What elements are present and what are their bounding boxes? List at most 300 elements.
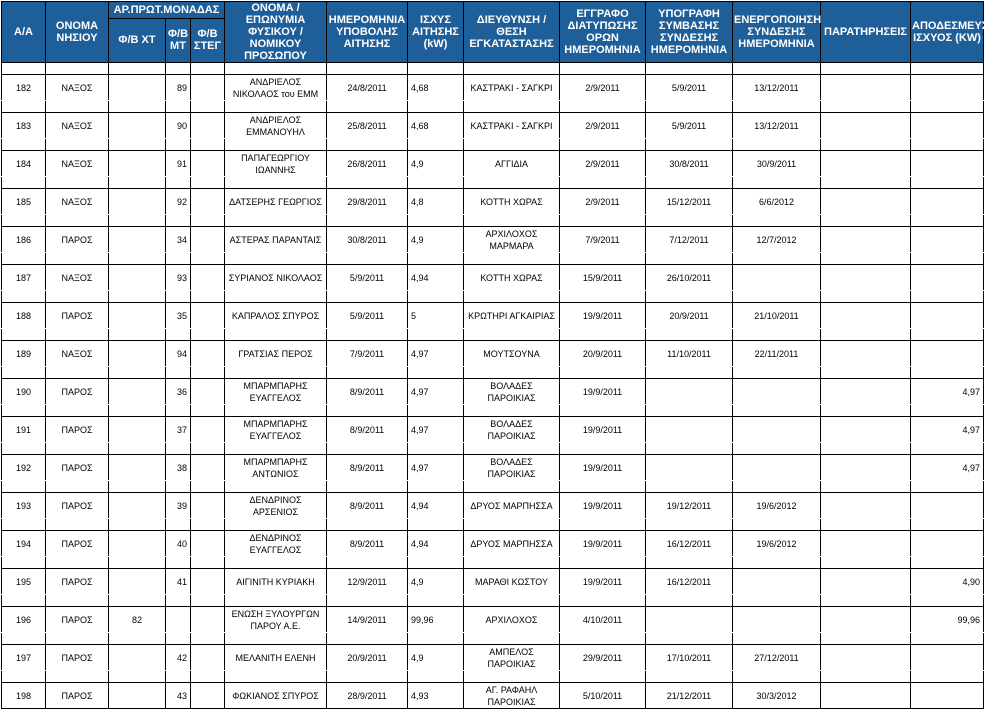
- cell-island: ΝΑΞΟΣ: [46, 189, 109, 215]
- spacer-cell: [2, 595, 46, 607]
- spacer-cell: [821, 443, 911, 455]
- spacer-cell: [464, 215, 560, 227]
- table-row: [2, 607, 984, 633]
- spacer-cell: [46, 329, 109, 341]
- cell-aa: 188: [2, 303, 46, 329]
- cell-island: ΠΑΡΟΣ: [46, 417, 109, 443]
- spacer-cell: [191, 215, 225, 227]
- cell-date-submit: 7/9/2011: [327, 341, 408, 367]
- cell-activation-date: 30/9/2011: [733, 151, 821, 177]
- spacer-cell: [109, 519, 166, 531]
- table-row: [2, 227, 984, 253]
- cell-notes: [821, 607, 911, 633]
- header-fb-xt: Φ/Β ΧΤ: [109, 18, 166, 62]
- spacer-cell: [327, 405, 408, 417]
- row-spacer: [2, 633, 984, 645]
- spacer-cell: [327, 443, 408, 455]
- cell-fb-steg: [191, 113, 225, 139]
- cell-aa: 197: [2, 645, 46, 671]
- cell-date-submit: 28/9/2011: [327, 683, 408, 709]
- cell-fb-mt: 39: [166, 493, 191, 519]
- cell-address: ΑΓΓΙΔΙΑ: [464, 151, 560, 177]
- spacer-cell: [46, 215, 109, 227]
- cell-address: ΑΜΠΕΛΟΣ ΠΑΡΟΙΚΙΑΣ: [464, 645, 560, 671]
- spacer-cell: [166, 101, 191, 113]
- spacer-cell: [191, 443, 225, 455]
- cell-name: ΜΠΑΡΜΠΑΡΗΣ ΕΥΑΓΓΕΛΟΣ: [225, 379, 327, 405]
- cell-power: 4,97: [408, 455, 464, 481]
- cell-bound-power: [911, 645, 984, 671]
- spacer-cell: [166, 63, 191, 75]
- cell-date-submit: 5/9/2011: [327, 265, 408, 291]
- cell-fb-steg: [191, 189, 225, 215]
- cell-address: ΚΡΩΤΗΡΙ ΑΓΚΑΙΡΙΑΣ: [464, 303, 560, 329]
- spacer-cell: [109, 367, 166, 379]
- cell-date-submit: 8/9/2011: [327, 531, 408, 557]
- cell-fb-steg: [191, 417, 225, 443]
- table-row: [2, 455, 984, 481]
- spacer-cell: [408, 329, 464, 341]
- header-terms-date: ΕΓΓΡΑΦΟ ΔΙΑΤΥΠΩΣΗΣ ΟΡΩΝ ΗΜΕΡΟΜΗΝΙΑ: [560, 2, 646, 63]
- cell-fb-mt: 37: [166, 417, 191, 443]
- spacer-cell: [646, 595, 733, 607]
- spacer-cell: [166, 519, 191, 531]
- cell-contract-date: 19/12/2011: [646, 493, 733, 519]
- spacer-cell: [646, 253, 733, 265]
- spacer-cell: [46, 443, 109, 455]
- spacer-cell: [911, 291, 984, 303]
- spacer-cell: [327, 253, 408, 265]
- cell-bound-power: 4,90: [911, 569, 984, 595]
- spacer-cell: [225, 671, 327, 683]
- cell-activation-date: [733, 265, 821, 291]
- spacer-cell: [191, 367, 225, 379]
- header-name: ΟΝΟΜΑ / ΕΠΩΝΥΜΙΑ ΦΥΣΙΚΟΥ / ΝΟΜΙΚΟΥ ΠΡΟΣΩΠΟΥ: [225, 2, 327, 63]
- spacer-cell: [191, 291, 225, 303]
- cell-fb-xt: [109, 303, 166, 329]
- cell-island: ΠΑΡΟΣ: [46, 227, 109, 253]
- spacer-cell: [821, 557, 911, 569]
- spacer-cell: [464, 101, 560, 113]
- row-spacer: [2, 367, 984, 379]
- cell-activation-date: [733, 417, 821, 443]
- cell-terms-date: 29/9/2011: [560, 645, 646, 671]
- cell-fb-xt: [109, 645, 166, 671]
- cell-bound-power: 4,97: [911, 379, 984, 405]
- spacer-cell: [408, 633, 464, 645]
- cell-contract-date: 30/8/2011: [646, 151, 733, 177]
- cell-fb-xt: [109, 341, 166, 367]
- cell-contract-date: 15/12/2011: [646, 189, 733, 215]
- spacer-cell: [225, 63, 327, 75]
- spacer-cell: [821, 519, 911, 531]
- spacer-cell: [46, 481, 109, 493]
- spacer-cell: [464, 253, 560, 265]
- cell-contract-date: [646, 417, 733, 443]
- applications-table: [1, 1, 996, 709]
- cell-date-submit: 12/9/2011: [327, 569, 408, 595]
- spacer-cell: [327, 595, 408, 607]
- table-row: [2, 113, 984, 139]
- cell-date-submit: 20/9/2011: [327, 645, 408, 671]
- spacer-cell: [225, 595, 327, 607]
- spacer-cell: [911, 139, 984, 151]
- cell-contract-date: 5/9/2011: [646, 75, 733, 101]
- spacer-cell: [191, 63, 225, 75]
- spacer-cell: [464, 139, 560, 151]
- spacer-cell: [109, 177, 166, 189]
- cell-notes: [821, 303, 911, 329]
- spacer-cell: [646, 481, 733, 493]
- spacer-cell: [821, 481, 911, 493]
- cell-notes: [821, 493, 911, 519]
- table-row: [2, 265, 984, 291]
- spacer-cell: [191, 405, 225, 417]
- spacer-cell: [46, 633, 109, 645]
- cell-fb-xt: [109, 455, 166, 481]
- cell-address: ΑΓ. ΡΑΦΑΗΛ ΠΑΡΟΙΚΙΑΣ: [464, 683, 560, 709]
- spacer-cell: [646, 215, 733, 227]
- cell-fb-mt: 94: [166, 341, 191, 367]
- cell-power: 4,9: [408, 569, 464, 595]
- cell-aa: 183: [2, 113, 46, 139]
- spacer-cell: [911, 633, 984, 645]
- cell-island: ΝΑΞΟΣ: [46, 113, 109, 139]
- spacer-cell: [327, 671, 408, 683]
- cell-terms-date: 19/9/2011: [560, 379, 646, 405]
- cell-address: ΚΟΤΤΗ ΧΩΡΑΣ: [464, 189, 560, 215]
- spacer-cell: [327, 291, 408, 303]
- row-spacer: [2, 443, 984, 455]
- spacer-cell: [327, 519, 408, 531]
- spacer-cell: [46, 367, 109, 379]
- spacer-cell: [821, 63, 911, 75]
- spacer-cell: [464, 671, 560, 683]
- cell-fb-mt: 38: [166, 455, 191, 481]
- spacer-cell: [166, 671, 191, 683]
- spacer-cell: [464, 177, 560, 189]
- spacer-cell: [109, 63, 166, 75]
- spacer-cell: [646, 63, 733, 75]
- spacer-cell: [821, 139, 911, 151]
- spacer-cell: [2, 443, 46, 455]
- cell-contract-date: [646, 455, 733, 481]
- spacer-cell: [109, 291, 166, 303]
- table-row: [2, 645, 984, 671]
- cell-name: ΜΠΑΡΜΠΑΡΗΣ ΑΝΤΩΝΙΟΣ: [225, 455, 327, 481]
- spacer-cell: [821, 405, 911, 417]
- cell-power: 4,94: [408, 493, 464, 519]
- cell-fb-xt: [109, 75, 166, 101]
- cell-bound-power: [911, 265, 984, 291]
- cell-notes: [821, 341, 911, 367]
- spacer-cell: [191, 329, 225, 341]
- spacer-cell: [46, 139, 109, 151]
- spacer-cell: [2, 101, 46, 113]
- spacer-cell: [733, 253, 821, 265]
- cell-contract-date: 11/10/2011: [646, 341, 733, 367]
- row-spacer: [2, 101, 984, 113]
- spacer-cell: [2, 481, 46, 493]
- cell-address: ΔΡΥΟΣ ΜΑΡΠΗΣΣΑ: [464, 531, 560, 557]
- spacer-cell: [646, 329, 733, 341]
- spacer-cell: [560, 139, 646, 151]
- cell-name: ΕΝΩΣΗ ΞΥΛΟΥΡΓΩΝ ΠΑΡΟΥ Α.Ε.: [225, 607, 327, 633]
- cell-address: ΜΟΥΤΣΟΥΝΑ: [464, 341, 560, 367]
- spacer-cell: [733, 405, 821, 417]
- cell-notes: [821, 645, 911, 671]
- cell-fb-mt: 34: [166, 227, 191, 253]
- spacer-cell: [911, 367, 984, 379]
- spacer-cell: [733, 101, 821, 113]
- cell-date-submit: 25/8/2011: [327, 113, 408, 139]
- spacer-cell: [821, 177, 911, 189]
- cell-address: ΑΡΧΙΛΟΧΟΣ ΜΑΡΜΑΡΑ: [464, 227, 560, 253]
- cell-notes: [821, 189, 911, 215]
- cell-fb-steg: [191, 683, 225, 709]
- cell-contract-date: 5/9/2011: [646, 113, 733, 139]
- spacer-cell: [821, 671, 911, 683]
- spacer-cell: [911, 443, 984, 455]
- row-spacer: [2, 595, 984, 607]
- cell-power: 5: [408, 303, 464, 329]
- spacer-cell: [821, 367, 911, 379]
- cell-activation-date: 27/12/2011: [733, 645, 821, 671]
- spacer-cell: [911, 595, 984, 607]
- spacer-cell: [560, 63, 646, 75]
- cell-name: ΑΝΔΡΙΕΛΟΣ ΕΜΜΑΝΟΥΗΛ: [225, 113, 327, 139]
- cell-fb-steg: [191, 645, 225, 671]
- cell-power: 4,97: [408, 379, 464, 405]
- cell-contract-date: 7/12/2011: [646, 227, 733, 253]
- table-row: [2, 569, 984, 595]
- cell-power: 4,68: [408, 75, 464, 101]
- header-island: ΟΝΟΜΑ ΝΗΣΙΟΥ: [46, 2, 109, 63]
- spacer-cell: [560, 633, 646, 645]
- cell-notes: [821, 75, 911, 101]
- spacer-cell: [225, 101, 327, 113]
- spacer-cell: [646, 633, 733, 645]
- cell-address: ΚΑΣΤΡΑΚΙ - ΣΑΓΚΡΙ: [464, 75, 560, 101]
- cell-fb-mt: 40: [166, 531, 191, 557]
- table-row: [2, 75, 984, 101]
- spacer-cell: [46, 405, 109, 417]
- cell-name: ΑΙΓΙΝΙΤΗ ΚΥΡΙΑΚΗ: [225, 569, 327, 595]
- cell-fb-steg: [191, 75, 225, 101]
- cell-address: ΜΑΡΑΘΙ ΚΩΣΤΟΥ: [464, 569, 560, 595]
- spacer-cell: [225, 367, 327, 379]
- spacer-cell: [560, 481, 646, 493]
- header-notes: ΠΑΡΑΤΗΡΗΣΕΙΣ: [821, 2, 911, 63]
- cell-notes: [821, 531, 911, 557]
- cell-contract-date: [646, 379, 733, 405]
- cell-date-submit: 29/8/2011: [327, 189, 408, 215]
- spacer-cell: [225, 215, 327, 227]
- cell-activation-date: 6/6/2012: [733, 189, 821, 215]
- cell-fb-xt: [109, 569, 166, 595]
- spacer-cell: [464, 633, 560, 645]
- cell-terms-date: 5/10/2011: [560, 683, 646, 709]
- cell-fb-mt: 92: [166, 189, 191, 215]
- cell-activation-date: [733, 607, 821, 633]
- cell-bound-power: [911, 75, 984, 101]
- spacer-cell: [560, 101, 646, 113]
- cell-bound-power: [911, 683, 984, 709]
- cell-notes: [821, 265, 911, 291]
- spacer-cell: [560, 329, 646, 341]
- spacer-cell: [166, 253, 191, 265]
- spacer-cell: [464, 405, 560, 417]
- spacer-cell: [821, 329, 911, 341]
- spacer-cell: [560, 443, 646, 455]
- cell-date-submit: 24/8/2011: [327, 75, 408, 101]
- spacer-cell: [2, 253, 46, 265]
- header-bound-power: ΑΠΟΔΕΣΜΕΥΣΗ ΙΣΧΥΟΣ (KW): [911, 2, 984, 63]
- cell-fb-xt: [109, 379, 166, 405]
- spacer-cell: [109, 595, 166, 607]
- cell-fb-steg: [191, 227, 225, 253]
- header-power: ΙΣΧΥΣ ΑΙΤΗΣΗΣ (kW): [408, 2, 464, 63]
- cell-island: ΠΑΡΟΣ: [46, 379, 109, 405]
- row-spacer: [2, 253, 984, 265]
- spacer-cell: [408, 139, 464, 151]
- spacer-cell: [646, 367, 733, 379]
- cell-name: ΠΑΠΑΓΕΩΡΓΙΟΥ ΙΩΑΝΝΗΣ: [225, 151, 327, 177]
- cell-fb-mt: [166, 607, 191, 633]
- spacer-cell: [646, 291, 733, 303]
- spacer-cell: [911, 519, 984, 531]
- cell-activation-date: [733, 569, 821, 595]
- cell-fb-xt: [109, 265, 166, 291]
- spacer-cell: [408, 215, 464, 227]
- header-aa: Α/Α: [2, 2, 46, 63]
- spacer-cell: [733, 443, 821, 455]
- spacer-cell: [46, 291, 109, 303]
- cell-bound-power: [911, 341, 984, 367]
- header-fb-steg: Φ/Β ΣΤΕΓ: [191, 18, 225, 62]
- cell-name: ΣΥΡΙΑΝΟΣ ΝΙΚΟΛΑΟΣ: [225, 265, 327, 291]
- cell-activation-date: 30/3/2012: [733, 683, 821, 709]
- row-spacer: [2, 557, 984, 569]
- cell-date-submit: 30/8/2011: [327, 227, 408, 253]
- cell-name: ΜΠΑΡΜΠΑΡΗΣ ΕΥΑΓΓΕΛΟΣ: [225, 417, 327, 443]
- row-spacer: [2, 215, 984, 227]
- cell-bound-power: [911, 151, 984, 177]
- cell-date-submit: 8/9/2011: [327, 493, 408, 519]
- cell-date-submit: 5/9/2011: [327, 303, 408, 329]
- spacer-cell: [911, 329, 984, 341]
- cell-island: ΠΑΡΟΣ: [46, 683, 109, 709]
- spacer-cell: [408, 291, 464, 303]
- spacer-cell: [327, 139, 408, 151]
- spacer-cell: [646, 177, 733, 189]
- cell-bound-power: 99,96: [911, 607, 984, 633]
- header-contract-date: ΥΠΟΓΡΑΦΗ ΣΥΜΒΑΣΗΣ ΣΥΝΔΕΣΗΣ ΗΜΕΡΟΜΗΝΙΑ: [646, 2, 733, 63]
- cell-activation-date: 12/7/2012: [733, 227, 821, 253]
- spacer-cell: [166, 443, 191, 455]
- spacer-cell: [166, 139, 191, 151]
- spacer-cell: [2, 633, 46, 645]
- cell-fb-mt: 89: [166, 75, 191, 101]
- spacer-cell: [733, 63, 821, 75]
- cell-aa: 195: [2, 569, 46, 595]
- cell-terms-date: 2/9/2011: [560, 151, 646, 177]
- spacer-cell: [225, 329, 327, 341]
- cell-date-submit: 14/9/2011: [327, 607, 408, 633]
- spacer-cell: [821, 215, 911, 227]
- cell-address: ΒΟΛΑΔΕΣ ΠΑΡΟΙΚΙΑΣ: [464, 417, 560, 443]
- cell-fb-xt: 82: [109, 607, 166, 633]
- cell-fb-xt: [109, 493, 166, 519]
- spacer-cell: [408, 443, 464, 455]
- spacer-cell: [464, 481, 560, 493]
- cell-island: ΝΑΞΟΣ: [46, 341, 109, 367]
- spacer-cell: [2, 291, 46, 303]
- cell-notes: [821, 151, 911, 177]
- spacer-cell: [733, 329, 821, 341]
- cell-activation-date: [733, 379, 821, 405]
- spacer-cell: [408, 519, 464, 531]
- spacer-cell: [464, 329, 560, 341]
- spacer-cell: [327, 177, 408, 189]
- spacer-cell: [911, 481, 984, 493]
- spacer-cell: [464, 63, 560, 75]
- spacer-cell: [2, 329, 46, 341]
- cell-address: ΒΟΛΑΔΕΣ ΠΑΡΟΙΚΙΑΣ: [464, 455, 560, 481]
- cell-aa: 191: [2, 417, 46, 443]
- cell-date-submit: 26/8/2011: [327, 151, 408, 177]
- cell-name: ΑΝΔΡΙΕΛΟΣ ΝΙΚΟΛΑΟΣ του ΕΜΜ: [225, 75, 327, 101]
- spacer-cell: [646, 405, 733, 417]
- spacer-cell: [646, 671, 733, 683]
- cell-island: ΠΑΡΟΣ: [46, 493, 109, 519]
- cell-power: 4,94: [408, 265, 464, 291]
- cell-island: ΝΑΞΟΣ: [46, 265, 109, 291]
- spacer-cell: [2, 367, 46, 379]
- cell-address: ΚΟΤΤΗ ΧΩΡΑΣ: [464, 265, 560, 291]
- spacer-cell: [911, 215, 984, 227]
- cell-bound-power: [911, 531, 984, 557]
- spacer-cell: [225, 557, 327, 569]
- spacer-cell: [109, 633, 166, 645]
- spacer-cell: [191, 595, 225, 607]
- row-spacer: [2, 405, 984, 417]
- spacer-cell: [733, 367, 821, 379]
- table-row: [2, 417, 984, 443]
- spacer-cell: [733, 595, 821, 607]
- spacer-cell: [646, 101, 733, 113]
- spacer-cell: [327, 101, 408, 113]
- cell-contract-date: 17/10/2011: [646, 645, 733, 671]
- spacer-cell: [733, 557, 821, 569]
- cell-fb-steg: [191, 151, 225, 177]
- cell-bound-power: [911, 303, 984, 329]
- cell-name: ΑΣΤΕΡΑΣ ΠΑΡΑΝΤΑΙΣ: [225, 227, 327, 253]
- table-row: [2, 683, 984, 709]
- spacer-cell: [327, 329, 408, 341]
- cell-terms-date: 19/9/2011: [560, 455, 646, 481]
- header-activation-date: ΕΝΕΡΓΟΠΟΙΗΣΗ ΣΥΝΔΕΣΗΣ ΗΜΕΡΟΜΗΝΙΑ: [733, 2, 821, 63]
- spacer-cell: [646, 519, 733, 531]
- cell-power: 4,94: [408, 531, 464, 557]
- cell-aa: 187: [2, 265, 46, 291]
- spacer-cell: [327, 63, 408, 75]
- cell-contract-date: 21/12/2011: [646, 683, 733, 709]
- table-row: [2, 379, 984, 405]
- spacer-cell: [109, 481, 166, 493]
- spacer-cell: [733, 671, 821, 683]
- cell-bound-power: [911, 189, 984, 215]
